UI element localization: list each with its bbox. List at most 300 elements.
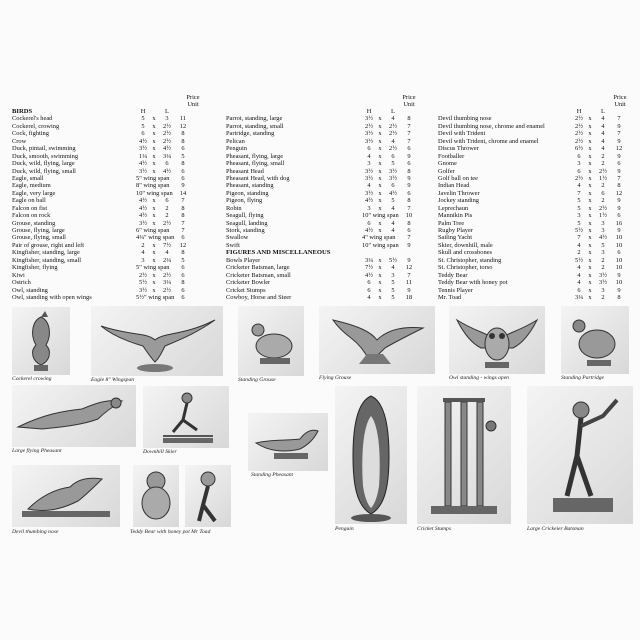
item-length: 3: [601, 286, 605, 294]
catalog-item-row: [438, 234, 636, 241]
item-price: 16: [615, 219, 623, 227]
item-height: 6: [577, 152, 581, 160]
item-name: Ostrich: [12, 279, 31, 287]
mr-toad-photo: [185, 465, 231, 527]
item-length: 2¼: [163, 256, 171, 264]
cricket-stumps-photo: [417, 386, 511, 524]
item-times: x: [378, 293, 382, 301]
item-name: Teddy Bear with honey pot: [438, 279, 508, 287]
item-height: 6: [367, 219, 371, 227]
item-length: 5: [391, 286, 395, 294]
item-length: 3: [391, 271, 395, 279]
price-label: Price: [186, 94, 200, 101]
item-price: 9: [617, 271, 621, 279]
item-height: 6½: [575, 145, 583, 153]
item-length: 1½: [599, 212, 607, 220]
item-length: 4: [601, 130, 605, 138]
item-times: x: [588, 122, 592, 130]
item-length: 5: [391, 293, 395, 301]
item-price: 7: [407, 122, 411, 130]
item-name: Robin: [226, 204, 242, 212]
item-price: 12: [179, 241, 187, 249]
catalog-item-row: [226, 190, 426, 197]
item-length: 5½: [389, 256, 397, 264]
item-times: x: [378, 160, 382, 168]
item-name: Kiwi: [12, 271, 25, 279]
catalog-item-row: [12, 145, 212, 152]
item-length: 5: [391, 160, 395, 168]
catalog-item-row: [226, 234, 426, 241]
catalog-item-row: [438, 197, 636, 204]
item-height: 7½: [365, 264, 373, 272]
item-name: Golfer: [438, 167, 455, 175]
item-name: Palm Tree: [438, 219, 465, 227]
catalog-item-row: [12, 138, 212, 145]
catalog-item-row: [438, 145, 636, 152]
item-name: Penguin: [226, 145, 247, 153]
item-length: 4: [391, 227, 395, 234]
item-price: 8: [617, 293, 621, 301]
catalog-item-row: [12, 227, 212, 234]
item-price: 6: [181, 145, 185, 153]
catalog-item-row: [226, 287, 426, 294]
item-length: 4: [391, 204, 395, 212]
catalog-item-row: [12, 205, 212, 212]
item-length: 4: [391, 219, 395, 227]
item-name: Eagle on ball: [12, 197, 46, 205]
teddy-bear-photo: [133, 465, 179, 527]
item-height: 3: [577, 212, 581, 220]
catalog-item-row: [226, 212, 426, 219]
item-name: St. Christopher, torso: [438, 264, 493, 272]
item-length: 5: [391, 279, 395, 287]
catalog-item-row: [438, 212, 636, 219]
item-times: x: [378, 227, 382, 234]
item-name: Cricketer Batsman, small: [226, 271, 291, 279]
item-times: x: [378, 197, 382, 205]
item-length: 3½: [599, 279, 607, 287]
item-name: Javelin Thrower: [438, 189, 480, 197]
item-price: 8: [181, 160, 185, 168]
item-length: 3½: [389, 174, 397, 182]
catalog-item-row: [438, 115, 636, 122]
partridge-photo: [561, 306, 629, 374]
item-height: 4: [577, 264, 581, 272]
item-length: 2: [601, 264, 605, 272]
item-price: 7: [181, 227, 185, 234]
grouse-standing-photo: [238, 306, 304, 376]
item-height: 3½: [139, 286, 147, 294]
item-name: Indian Head: [438, 182, 470, 190]
item-height: 3½: [139, 145, 147, 153]
col2-heading-row: [226, 108, 426, 115]
item-price: 12: [615, 189, 623, 197]
item-price: 11: [405, 279, 413, 287]
item-length: 2½: [389, 130, 397, 138]
item-price: 7: [617, 174, 621, 182]
catalog-item-row: [12, 242, 212, 249]
item-name: Pelican: [226, 137, 245, 145]
item-times: x: [152, 286, 156, 294]
item-price: 7: [407, 130, 411, 138]
item-height: 4½: [365, 227, 373, 234]
item-price: 12: [405, 264, 413, 272]
height-header: H: [140, 108, 146, 115]
item-length: 3: [165, 115, 169, 123]
item-name: Mannikin Pis: [438, 212, 473, 220]
item-price: 6: [407, 189, 411, 197]
item-height: 2: [141, 241, 145, 249]
item-height: 6: [367, 286, 371, 294]
birds-column: [12, 108, 212, 301]
item-length: 2: [601, 197, 605, 205]
item-price: 9: [407, 241, 411, 249]
item-name: Crow: [12, 137, 27, 145]
item-name: Seagull, flying: [226, 212, 264, 220]
catalog-item-row: [12, 115, 212, 122]
catalog-item-row: [438, 138, 636, 145]
item-times: x: [152, 256, 156, 264]
item-name: Pheasant, standing: [226, 182, 274, 190]
item-height: 3: [141, 256, 145, 264]
item-times: x: [152, 152, 156, 160]
item-price: 9: [617, 197, 621, 205]
item-price: 7: [407, 137, 411, 145]
item-name: Eagle, medium: [12, 182, 51, 190]
item-height: 5: [577, 204, 581, 212]
catalog-item-row: [12, 279, 212, 286]
item-price: 6: [181, 293, 185, 301]
birds-list: [12, 115, 212, 301]
item-name: Jockey standing: [438, 197, 479, 205]
item-times: x: [588, 249, 592, 257]
item-times: x: [588, 130, 592, 138]
item-name: Cricketer Bowler: [226, 279, 271, 287]
item-length: 3: [601, 227, 605, 234]
item-height: 4: [367, 152, 371, 160]
col2-price-header: [399, 94, 419, 108]
catalog-item-row: [438, 190, 636, 197]
item-height: 3: [367, 204, 371, 212]
catalog-item-row: [438, 182, 636, 189]
item-height: 2½: [575, 174, 583, 182]
item-price: 7: [407, 271, 411, 279]
item-price: 6: [617, 160, 621, 168]
catalog-item-row: [226, 168, 426, 175]
item-price: 9: [617, 152, 621, 160]
item-price: 18: [405, 293, 413, 301]
caption-pheasant-standing: Standing Pheasant: [251, 472, 294, 478]
item-height: 2½: [575, 115, 583, 123]
figures-list-continued: [438, 115, 636, 301]
item-times: x: [378, 204, 382, 212]
wing-span: 5½" wing span: [136, 293, 175, 301]
item-length: 2½: [163, 122, 171, 130]
item-length: 2½: [163, 286, 171, 294]
item-price: 8: [407, 197, 411, 205]
item-price: 11: [179, 115, 187, 123]
item-height: 6: [367, 145, 371, 153]
item-length: 2½: [389, 122, 397, 130]
item-name: Cowboy, Horse and Steer: [226, 293, 292, 301]
item-price: 6: [617, 212, 621, 220]
item-times: x: [378, 219, 382, 227]
catalog-item-row: [438, 205, 636, 212]
wing-span: 5" wing span: [136, 174, 170, 182]
item-name: Pair of grouse, right and left: [12, 241, 85, 249]
item-height: 6: [141, 130, 145, 138]
item-times: x: [588, 145, 592, 153]
birds-figures-column: [226, 108, 426, 301]
item-price: 5: [181, 256, 185, 264]
item-price: 10: [615, 264, 623, 272]
item-length: 6: [391, 152, 395, 160]
item-height: 4½: [365, 271, 373, 279]
item-length: 5: [601, 241, 605, 249]
pheasant-standing-photo: [248, 413, 328, 471]
item-name: Devil thumbing nose: [438, 115, 492, 123]
item-times: x: [588, 152, 592, 160]
item-height: 7: [577, 189, 581, 197]
item-price: 8: [181, 204, 185, 212]
caption-eagle: Eagle 8" Wingspan: [91, 377, 135, 383]
catalog-item-row: [12, 168, 212, 175]
item-times: x: [152, 271, 156, 279]
item-times: x: [588, 264, 592, 272]
item-length: 4: [165, 249, 169, 257]
item-price: 7: [617, 130, 621, 138]
item-times: x: [152, 160, 156, 168]
item-times: x: [152, 197, 156, 205]
wing-span: 4" wing span: [362, 234, 396, 242]
item-name: Cricketer Batsman, large: [226, 264, 290, 272]
item-height: 4½: [139, 160, 147, 168]
catalog-item-row: [438, 220, 636, 227]
item-name: Eagle, very large: [12, 189, 56, 197]
price-label: Price: [613, 94, 627, 101]
item-name: Parrot, standing, small: [226, 122, 284, 130]
item-name: Rugby Player: [438, 227, 473, 234]
col3-price-header: [610, 94, 630, 108]
item-price: 6: [181, 234, 185, 242]
catalog-item-row: [12, 212, 212, 219]
item-times: x: [588, 189, 592, 197]
item-name: Grouse, flying, large: [12, 227, 65, 234]
item-times: x: [152, 145, 156, 153]
caption-devil: Devil thumbing nose: [12, 529, 59, 535]
item-times: x: [588, 279, 592, 287]
item-name: Bowls Player: [226, 256, 261, 264]
item-length: 3: [601, 249, 605, 257]
item-name: Sailing Yacht: [438, 234, 473, 242]
item-name: Teddy Bear: [438, 271, 468, 279]
item-height: 3½: [365, 167, 373, 175]
item-price: 9: [617, 204, 621, 212]
item-name: Pheasant Head, with dog: [226, 174, 290, 182]
caption-owl: Owl standing - wings open: [449, 375, 509, 381]
item-times: x: [152, 249, 156, 257]
item-times: x: [152, 241, 156, 249]
item-length: 4: [601, 145, 605, 153]
item-length: 6: [165, 160, 169, 168]
item-price: 9: [617, 137, 621, 145]
wing-span: 5" wing span: [136, 264, 170, 272]
catalog-item-row: [12, 153, 212, 160]
catalog-item-row: [438, 294, 636, 301]
price-label: Price: [402, 94, 416, 101]
catalog-item-row: [438, 264, 636, 271]
item-name: Swallow: [226, 234, 249, 242]
item-height: 2½: [575, 130, 583, 138]
item-height: 3½: [365, 174, 373, 182]
item-times: x: [588, 197, 592, 205]
item-height: 4½: [139, 137, 147, 145]
unit-label: Unit: [403, 101, 415, 108]
item-times: x: [378, 279, 382, 287]
item-price: 10: [405, 212, 413, 220]
item-height: 3½: [139, 219, 147, 227]
pheasant-large-photo: [12, 385, 136, 447]
item-height: 5: [141, 115, 145, 123]
item-height: 4: [577, 241, 581, 249]
caption-teddy-toad: Teddy Bear with honey pot Mr Toad: [130, 529, 211, 535]
item-times: x: [152, 204, 156, 212]
catalog-item-row: [438, 242, 636, 249]
catalog-item-row: [226, 294, 426, 301]
item-price: 9: [407, 182, 411, 190]
item-name: Devil with Trident, chrome and enamel: [438, 137, 539, 145]
item-height: 2½: [139, 271, 147, 279]
item-name: Cricket Stumps: [226, 286, 266, 294]
catalog-item-row: [12, 249, 212, 256]
item-price: 10: [615, 241, 623, 249]
item-price: 8: [181, 137, 185, 145]
item-price: 8: [181, 212, 185, 220]
item-length: 3½: [389, 167, 397, 175]
catalog-item-row: [12, 182, 212, 189]
catalog-item-row: [12, 272, 212, 279]
item-height: 6: [577, 167, 581, 175]
wing-span: 4¼" wing span: [136, 234, 175, 242]
item-times: x: [152, 130, 156, 138]
item-length: 6: [391, 182, 395, 190]
item-name: Devil thumbing nose, chrome and enamel: [438, 122, 545, 130]
item-price: 10: [615, 256, 623, 264]
item-times: x: [588, 174, 592, 182]
item-price: 6: [181, 286, 185, 294]
item-length: 3½: [599, 271, 607, 279]
item-price: 6: [181, 174, 185, 182]
catalog-item-row: [226, 123, 426, 130]
item-length: 2: [601, 160, 605, 168]
item-price: 9: [407, 256, 411, 264]
item-times: x: [378, 286, 382, 294]
catalog-item-row: [438, 160, 636, 167]
item-times: x: [588, 137, 592, 145]
item-height: 2½: [365, 122, 373, 130]
item-length: 2: [601, 182, 605, 190]
item-price: 10: [615, 234, 623, 242]
item-times: x: [588, 167, 592, 175]
item-times: x: [588, 293, 592, 301]
item-name: Falcon on rock: [12, 212, 51, 220]
item-price: 8: [181, 279, 185, 287]
item-height: 3¼: [575, 293, 583, 301]
catalog-item-row: [438, 168, 636, 175]
catalog-item-row: [226, 227, 426, 234]
catalog-item-row: [226, 197, 426, 204]
item-times: x: [588, 241, 592, 249]
owl-photo: [449, 306, 545, 374]
item-length: 4: [391, 264, 395, 272]
height-header: H: [366, 108, 372, 115]
item-name: Pigeon, standing: [226, 189, 269, 197]
item-price: 9: [407, 152, 411, 160]
item-height: 4½: [139, 212, 147, 220]
item-height: 3: [367, 160, 371, 168]
item-height: 2½: [575, 122, 583, 130]
item-price: 9: [407, 174, 411, 182]
item-height: 1¼: [139, 152, 147, 160]
item-name: Grouse, standing: [12, 219, 56, 227]
item-price: 12: [615, 145, 623, 153]
item-length: 6: [601, 189, 605, 197]
birds-list-continued: [226, 115, 426, 249]
item-times: x: [378, 256, 382, 264]
item-length: 3¼: [163, 152, 171, 160]
item-name: Pigeon, flying: [226, 197, 263, 205]
catalog-item-row: [12, 197, 212, 204]
catalog-item-row: [438, 175, 636, 182]
item-length: 4½: [599, 234, 607, 242]
length-header: L: [601, 108, 605, 115]
item-height: 3: [577, 160, 581, 168]
caption-penguin: Penguin: [335, 526, 354, 532]
item-times: x: [588, 227, 592, 234]
item-price: 7: [617, 115, 621, 123]
item-height: 6: [577, 286, 581, 294]
item-name: Golf ball on tee: [438, 174, 478, 182]
catalog-item-row: [226, 264, 426, 271]
catalog-item-row: [438, 153, 636, 160]
item-height: 4: [577, 182, 581, 190]
item-price: 6: [181, 167, 185, 175]
skier-photo: [143, 386, 229, 448]
catalog-item-row: [438, 272, 636, 279]
item-height: 4½: [365, 197, 373, 205]
item-price: 9: [617, 122, 621, 130]
item-times: x: [378, 174, 382, 182]
item-price: 8: [407, 219, 411, 227]
height-header: H: [576, 108, 582, 115]
catalog-item-row: [438, 227, 636, 234]
item-times: x: [152, 115, 156, 123]
item-length: 4: [601, 137, 605, 145]
item-name: St. Christopher, standing: [438, 256, 502, 264]
item-times: x: [378, 115, 382, 123]
devil-photo: [12, 465, 120, 527]
item-length: 4: [391, 115, 395, 123]
section-title-birds: BIRDS: [12, 108, 33, 115]
item-name: Kingfisher, flying: [12, 264, 58, 272]
item-price: 5: [181, 152, 185, 160]
item-name: Duck, smooth, swimming: [12, 152, 79, 160]
item-price: 9: [181, 182, 185, 190]
item-length: 2½: [163, 271, 171, 279]
catalog-item-row: [226, 175, 426, 182]
item-name: Duck, wild, flying, large: [12, 160, 75, 168]
eagle-photo: [91, 306, 223, 376]
